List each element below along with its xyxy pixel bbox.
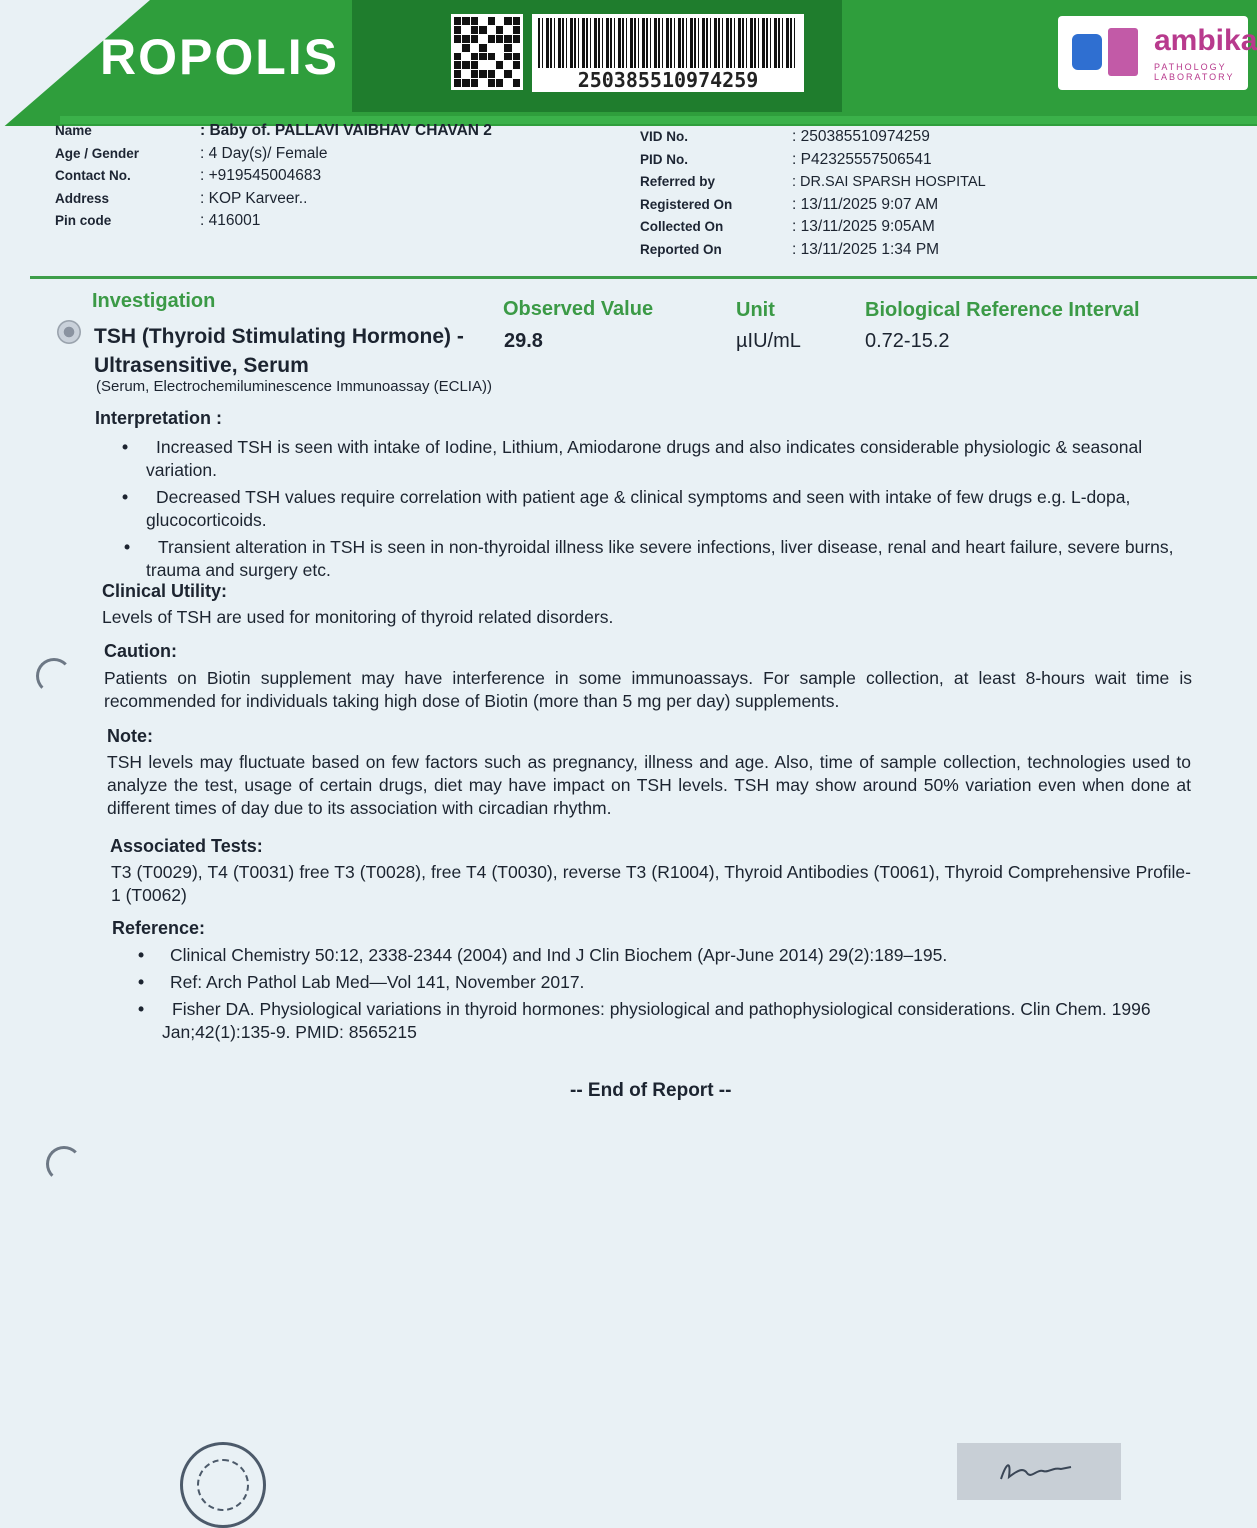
barcode (532, 14, 804, 92)
list-item (122, 436, 1196, 482)
list-item (138, 998, 1190, 1044)
lab-logo-cross-icon (1072, 34, 1102, 70)
qr-code-icon (451, 14, 523, 90)
registered-on: : 13/11/2025 9:07 AM (792, 195, 939, 213)
bullet-icon: • (138, 945, 145, 965)
barcode-number: 250385510974259 (577, 68, 759, 92)
info-label: Collected On (640, 219, 724, 234)
bullet-icon: • (124, 537, 131, 557)
patient-info-left (55, 120, 492, 233)
col-header-investigation: Investigation (92, 290, 216, 312)
reported-on: : 13/11/2025 1:34 PM (792, 240, 940, 258)
info-row-referred (640, 171, 986, 194)
bullet-icon: • (122, 487, 129, 507)
note-text: TSH levels may fluctuate based on few factors such as pregnancy, illness and age. Also, time of sample collection, technologies used to analyze the test, usage of certain drugs, diet may have impact on TSH levels. TSH may show around 50% variation even when done at different times of day due to its association with circadian rhythm. (107, 752, 1191, 818)
patient-address: : KOP Karveer.. (200, 189, 308, 207)
reference-title: Reference: (112, 918, 206, 938)
section-divider (30, 276, 1257, 279)
info-label: Address (55, 190, 110, 206)
test-name-line1: TSH (Thyroid Stimulating Hormone) - (94, 325, 464, 348)
test-name-line2: Ultrasensitive, Serum (94, 354, 309, 377)
lab-logo-sub2: LABORATORY (1154, 72, 1235, 82)
accreditation-seal-icon (180, 1442, 266, 1528)
vid-number: : 250385510974259 (792, 128, 930, 145)
caution-text: Patients on Biotin supplement may have interference in some immunoassays. For sample collection, at least 8-hours wait time is recommended for individuals taking high dose of Biotin (more than 5 mg per day) supplements. (104, 668, 1192, 711)
associated-tests-title: Associated Tests: (110, 836, 263, 856)
patient-contact: : +919545004683 (200, 167, 322, 184)
punch-hole-icon (46, 1146, 82, 1182)
patient-name: : Baby of. PALLAVI VAIBHAV CHAVAN 2 (200, 122, 492, 139)
brand-logo-text: ROPOLIS (100, 29, 340, 85)
info-label: Registered On (640, 196, 733, 212)
lab-logo-subtitle (1154, 62, 1235, 82)
info-row-pincode (55, 210, 492, 233)
info-row-address (55, 188, 492, 211)
collected-on: : 13/11/2025 9:05AM (792, 218, 935, 235)
info-label: Referred by (640, 174, 716, 189)
interpretation-list (122, 436, 1196, 586)
interpretation-item-text: Decreased TSH values require correlation with patient age & clinical symptoms and seen with intake of few drugs e.g. L-dopa, glucocorticoids. (146, 487, 1131, 530)
interpretation-title: Interpretation : (95, 408, 223, 428)
pid-number: : P42325557506541 (792, 150, 932, 168)
interpretation-item-text: Increased TSH is seen with intake of Iodine, Lithium, Amiodarone drugs and also indicates considerable physiologic & seasonal variation. (146, 437, 1143, 480)
lab-logo (1058, 16, 1257, 90)
lab-logo-microscope-icon (1108, 28, 1138, 76)
info-label: Pin code (55, 213, 112, 228)
patient-info-right (640, 126, 986, 261)
barcode-bars-icon (538, 18, 798, 68)
unit-value: µIU/mL (736, 330, 801, 352)
clinical-utility-title: Clinical Utility: (102, 581, 228, 601)
reference-list (138, 944, 1190, 1048)
info-label: Reported On (640, 241, 722, 257)
list-item (122, 486, 1196, 532)
reference-item-text: Fisher DA. Physiological variations in thyroid hormones: physiological and pathophysiological considerations. Clin Chem. 1996 Jan;42(1):135-9. PMID: 8565215 (162, 999, 1151, 1042)
reference-range: 0.72-15.2 (865, 330, 950, 352)
interpretation-item-text: Transient alteration in TSH is seen in non-thyroidal illness like severe infections, liver disease, renal and heart failure, severe burns, trauma and surgery etc. (146, 537, 1174, 580)
reference-item-text: Clinical Chemistry 50:12, 2338-2344 (2004) and Ind J Clin Biochem (Apr-June 2014) 29(2):189–195. (170, 945, 948, 965)
lab-logo-name: ambika (1154, 24, 1257, 57)
seal-inner-ring (197, 1459, 249, 1511)
info-label: VID No. (640, 129, 689, 144)
patient-age-gender: : 4 Day(s)/ Female (200, 144, 328, 162)
info-row-reported (640, 239, 986, 262)
col-header-reference-interval: Biological Reference Interval (865, 299, 1140, 321)
note-title: Note: (107, 726, 153, 746)
patient-pincode: : 416001 (200, 212, 261, 229)
test-name (94, 322, 494, 380)
bullet-icon: • (122, 437, 129, 457)
list-item (138, 971, 1190, 994)
end-of-report: -- End of Report -- (570, 1080, 732, 1101)
info-label: Age / Gender (55, 145, 140, 161)
info-row-contact (55, 165, 492, 188)
info-row-vid (640, 126, 986, 149)
info-label: Name (55, 123, 92, 138)
bullet-icon: • (138, 999, 145, 1019)
info-row-age-gender (55, 143, 492, 166)
caution-title: Caution: (104, 641, 177, 661)
info-label: PID No. (640, 151, 689, 167)
list-item (124, 536, 1196, 582)
reference-item-text: Ref: Arch Pathol Lab Med—Vol 141, November 2017. (170, 972, 585, 992)
associated-tests-text: T3 (T0029), T4 (T0031) free T3 (T0028), free T4 (T0030), reverse T3 (R1004), Thyroid Antibodies (T0061), Thyroid Comprehensive Profile-1 (T0062) (111, 862, 1191, 905)
col-header-observed-value: Observed Value (503, 298, 654, 320)
referred-by: : DR.SAI SPARSH HOSPITAL (792, 174, 986, 190)
punch-hole-icon (36, 658, 72, 694)
lab-logo-sub1: PATHOLOGY (1154, 62, 1227, 72)
report-header (0, 0, 1257, 126)
signature-area (957, 1443, 1121, 1500)
bullet-icon: • (138, 972, 145, 992)
info-label: Contact No. (55, 168, 131, 183)
col-header-unit: Unit (736, 299, 775, 321)
list-item (138, 944, 1190, 967)
info-row-name (55, 120, 492, 143)
info-row-pid (640, 149, 986, 172)
test-method: (Serum, Electrochemiluminescence Immunoassay (ECLIA)) (96, 378, 492, 395)
clinical-utility-text: Levels of TSH are used for monitoring of thyroid related disorders. (102, 607, 614, 627)
info-row-registered (640, 194, 986, 217)
accreditation-badge-icon (57, 320, 81, 344)
info-row-collected (640, 216, 986, 239)
signature-icon (997, 1453, 1077, 1489)
observed-value: 29.8 (504, 330, 543, 352)
